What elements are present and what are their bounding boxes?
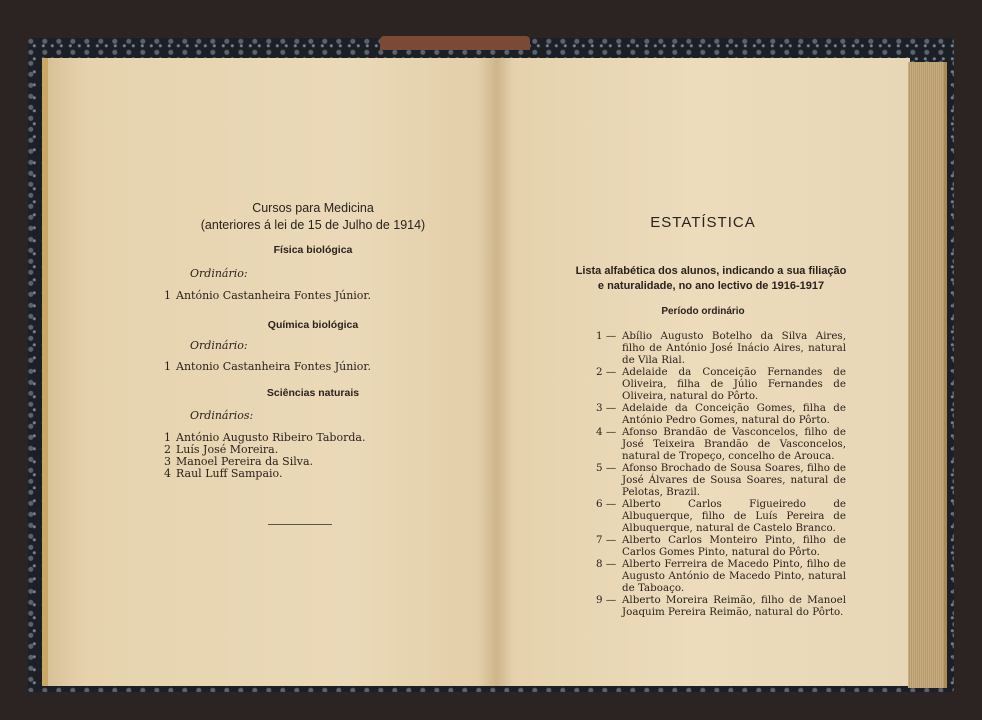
section-title-fisica: Física biológica xyxy=(273,244,353,256)
right-page xyxy=(496,58,910,686)
book-spine xyxy=(380,36,530,50)
heading-line-2: (anteriores á lei de 15 de Julho de 1914) xyxy=(200,218,426,232)
list-item: 4 — Afonso Brandão de Vasconcelos, filho de José Teixeira Brandão de Vasconcelos, natural de Tropeço, concelho de Arouca. xyxy=(596,426,846,462)
list-item: 7 — Alberto Carlos Monteiro Pinto, filho de Carlos Gomes Pinto, natural do Pôrto. xyxy=(596,534,846,558)
section-list-quimica xyxy=(164,361,371,373)
list-item: 1 Antonio Castanheira Fontes Júnior. xyxy=(164,360,371,373)
list-item: 1 António Augusto Ribeiro Taborda. xyxy=(164,431,366,444)
list-item: 3 Manoel Pereira da Silva. xyxy=(164,455,314,468)
list-item: 9 — Alberto Moreira Reimão, filho de Manoel Joaquim Pereira Reimão, natural do Pôrto. xyxy=(596,594,846,618)
left-page-heading xyxy=(168,200,458,234)
subtitle-line-1: Lista alfabética dos alunos, indicando a sua filiação xyxy=(575,265,847,277)
section-title-sciencias: Sciências naturais xyxy=(266,387,360,399)
section-title-quimica: Química biológica xyxy=(267,319,359,331)
section-label-quimica: Ordinário: xyxy=(190,339,248,352)
section-label-sciencias: Ordinários: xyxy=(190,409,254,422)
subtitle-line-2: e naturalidade, no ano lectivo de 1916-1917 xyxy=(597,280,825,292)
list-item: 3 — Adelaide da Conceição Gomes, filha de António Pedro Gomes, natural do Pôrto. xyxy=(596,402,846,426)
list-item: 4 Raul Luff Sampaio. xyxy=(164,467,283,480)
list-item: 2 — Adelaide da Conceição Fernandes de Oliveira, filha de Júlio Fernandes de Oliveira, natural do Pôrto. xyxy=(596,366,846,402)
list-item: 8 — Alberto Ferreira de Macedo Pinto, filho de Augusto António de Macedo Pinto, natural de Taboaço. xyxy=(596,558,846,594)
list-item: 5 — Afonso Brochado de Sousa Soares, filho de José Álvares de Sousa Soares, natural de Pelotas, Brazil. xyxy=(596,462,846,498)
list-item: 2 Luís José Moreira. xyxy=(164,443,279,456)
period-heading: Período ordinário xyxy=(661,306,745,317)
section-list-sciencias xyxy=(164,432,365,480)
section-label-fisica: Ordinário: xyxy=(190,267,248,280)
student-list xyxy=(596,330,846,618)
page-edges xyxy=(908,62,947,688)
page-subtitle xyxy=(546,264,876,294)
left-page xyxy=(42,58,498,686)
list-item: 1 — Abílio Augusto Botelho da Silva Aires, filho de António José Inácio Aires, natural de Vila Rial. xyxy=(596,330,846,366)
list-item: 6 — Alberto Carlos Figueiredo de Albuquerque, filho de Luís Pereira de Albuquerque, natural de Castelo Branco. xyxy=(596,498,846,534)
section-list-fisica xyxy=(164,290,371,302)
list-item: 1 António Castanheira Fontes Júnior. xyxy=(164,289,371,302)
heading-line-1: Cursos para Medicina xyxy=(252,201,374,215)
section-divider xyxy=(268,524,332,525)
page-title: ESTATÍSTICA xyxy=(650,214,756,231)
